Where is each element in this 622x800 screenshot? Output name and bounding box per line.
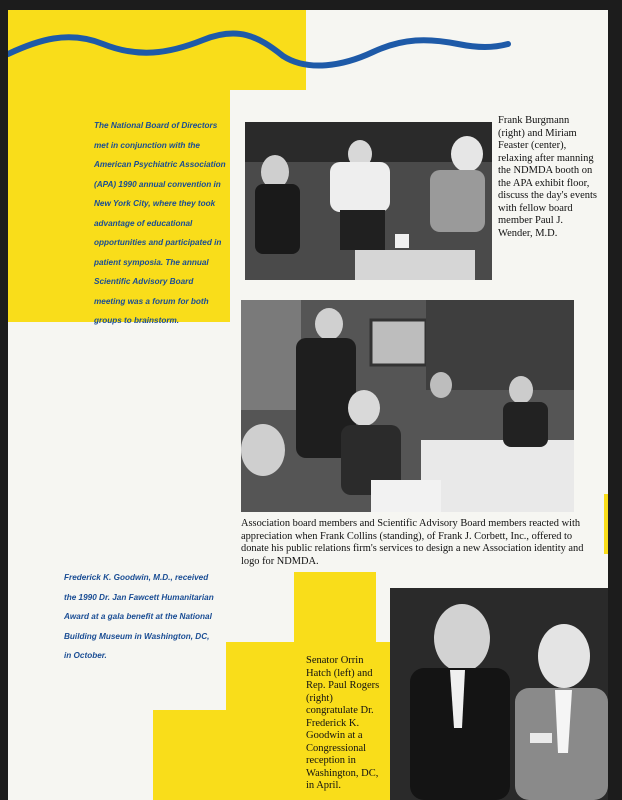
goodwin-award-caption: Frederick K. Goodwin, M.D., received the 1990 Dr. Jan Fawcett Humanitarian Award at a gala benefit at the National Building Museum in Washington, DC, in October.	[64, 573, 214, 660]
hatch-caption: Senator Orrin Hatch (left) and Rep. Paul Rogers (right) congratulate Dr. Frederick K. Goodwin at a Congressional reception in Washington, DC, in April.	[306, 655, 380, 791]
brochure-page	[8, 10, 608, 800]
photo-congressional-reception	[390, 588, 608, 800]
collins-caption: Association board members and Scientific Advisory Board members reacted with appreciation when Frank Collins (standing), of Frank J. Corbett, Inc., offered to donate his public relations firm's services to design a new Association identity and logo for NDMDA.	[241, 518, 584, 567]
blue-wave-decoration	[8, 10, 608, 80]
yellow-block-right-edge	[604, 494, 608, 554]
board-meeting-caption: The National Board of Directors met in conjunction with the American Psychiatric Association (APA) 1990 annual convention in New York City, where they took advantage of educational opportunities and participated in patient symposia. The annual Scientific Advisory Board meeting was a forum for both groups to brainstorm.	[94, 121, 226, 325]
burgmann-caption: Frank Burgmann (right) and Miriam Feaster (center), relaxing after manning the NDMDA booth on the APA exhibit floor, discuss the day's events with fellow board member Paul J. Wender, M.D.	[498, 115, 598, 239]
photo-advisory-meeting	[241, 300, 574, 512]
photo-booth-discussion	[245, 122, 492, 280]
yellow-block-bottom-top	[294, 572, 376, 642]
